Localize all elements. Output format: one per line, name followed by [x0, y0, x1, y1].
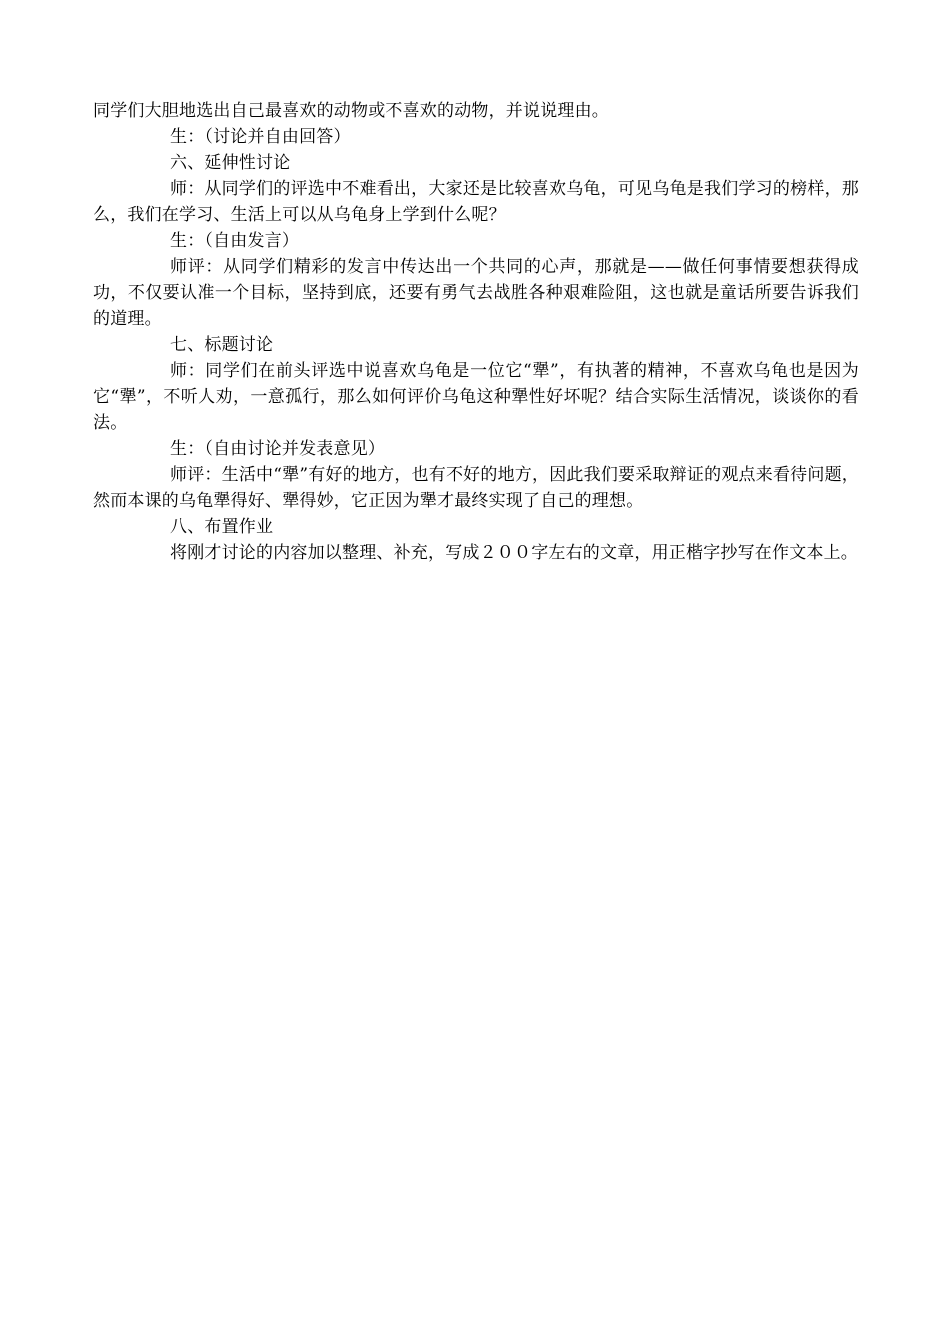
section-heading-extended-discussion: 六、延伸性讨论 — [170, 153, 291, 173]
paragraph-student-speech: 生：（自由发言） — [170, 231, 300, 251]
paragraph-student-discussion: 生：（自由讨论并发表意见） — [170, 439, 386, 459]
paragraph-teacher-comment-stubborn: 师评：生活中“犟”有好的地方，也有不好的地方，因此我们要采取辩证的观点来看待问题，然而本课的乌龟犟得好、犟得妙，它正因为犟才最终实现了自己的理想。 — [93, 465, 859, 511]
section-heading-homework: 八、布置作业 — [170, 517, 274, 537]
paragraph-student-answer: 生：（讨论并自由回答） — [170, 127, 351, 147]
paragraph-teacher-question: 师：从同学们的评选中不难看出，大家还是比较喜欢乌龟，可见乌龟是我们学习的榜样，那么，我们在学习、生活上可以从乌龟身上学到什么呢？ — [93, 179, 859, 225]
paragraph-homework-instruction: 将刚才讨论的内容加以整理、补充，写成２００字左右的文章，用正楷字抄写在作文本上。 — [170, 543, 858, 563]
paragraph-continuation: 同学们大胆地选出自己最喜欢的动物或不喜欢的动物，并说说理由。 — [93, 101, 609, 121]
paragraph-teacher-comment: 师评：从同学们精彩的发言中传达出一个共同的心声，那就是——做任何事情要想获得成功，不仅要认准一个目标，坚持到底，还要有勇气去战胜各种艰难险阻，这也就是童话所要告诉我们的道理。 — [93, 257, 859, 329]
section-heading-title-discussion: 七、标题讨论 — [170, 335, 274, 355]
document-body — [93, 98, 859, 566]
paragraph-teacher-question-stubborn: 师：同学们在前头评选中说喜欢乌龟是一位它“犟”，有执著的精神，不喜欢乌龟也是因为它“犟”，不听人劝，一意孤行，那么如何评价乌龟这种犟性好坏呢？结合实际生活情况，谈谈你的看法。 — [93, 361, 859, 433]
